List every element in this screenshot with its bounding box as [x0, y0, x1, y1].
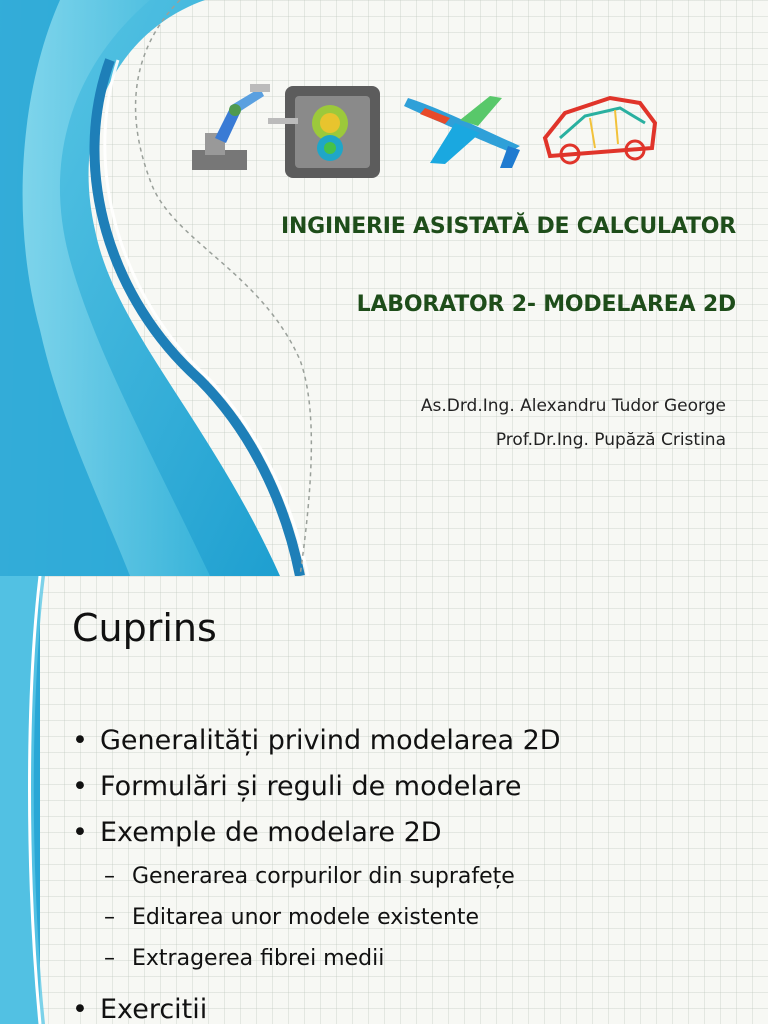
car-frame-image — [545, 98, 655, 163]
author-line: Prof.Dr.Ing. Pupăză Cristina — [495, 430, 726, 450]
sub-list-item: – Generarea corpurilor din suprafețe — [70, 856, 750, 897]
airplane-image — [404, 96, 520, 168]
gearbox-image — [268, 86, 380, 178]
list-item: • Exemple de modelare 2D — [70, 810, 750, 856]
contents-list — [70, 718, 750, 1024]
list-spacer — [70, 979, 750, 987]
presentation-title: INGINERIE ASISTATĂ DE CALCULATOR — [280, 214, 736, 239]
list-item: • Generalități privind modelarea 2D — [70, 718, 750, 764]
list-item: • Formulări și reguli de modelare — [70, 764, 750, 810]
engineering-images-row — [190, 78, 660, 188]
sub-list-item: – Editarea unor modele existente — [70, 897, 750, 938]
presentation-subtitle: LABORATOR 2- MODELAREA 2D — [356, 292, 736, 317]
list-item: • Exercitii — [70, 987, 750, 1024]
blue-side-stripe-decoration — [0, 576, 60, 1024]
contents-slide — [0, 576, 768, 1024]
robot-arm-image — [192, 84, 270, 170]
author-line: As.Drd.Ing. Alexandru Tudor George — [420, 396, 726, 416]
sub-list-item: – Extragerea fibrei medii — [70, 938, 750, 979]
slide-heading: Cuprins — [72, 606, 217, 650]
